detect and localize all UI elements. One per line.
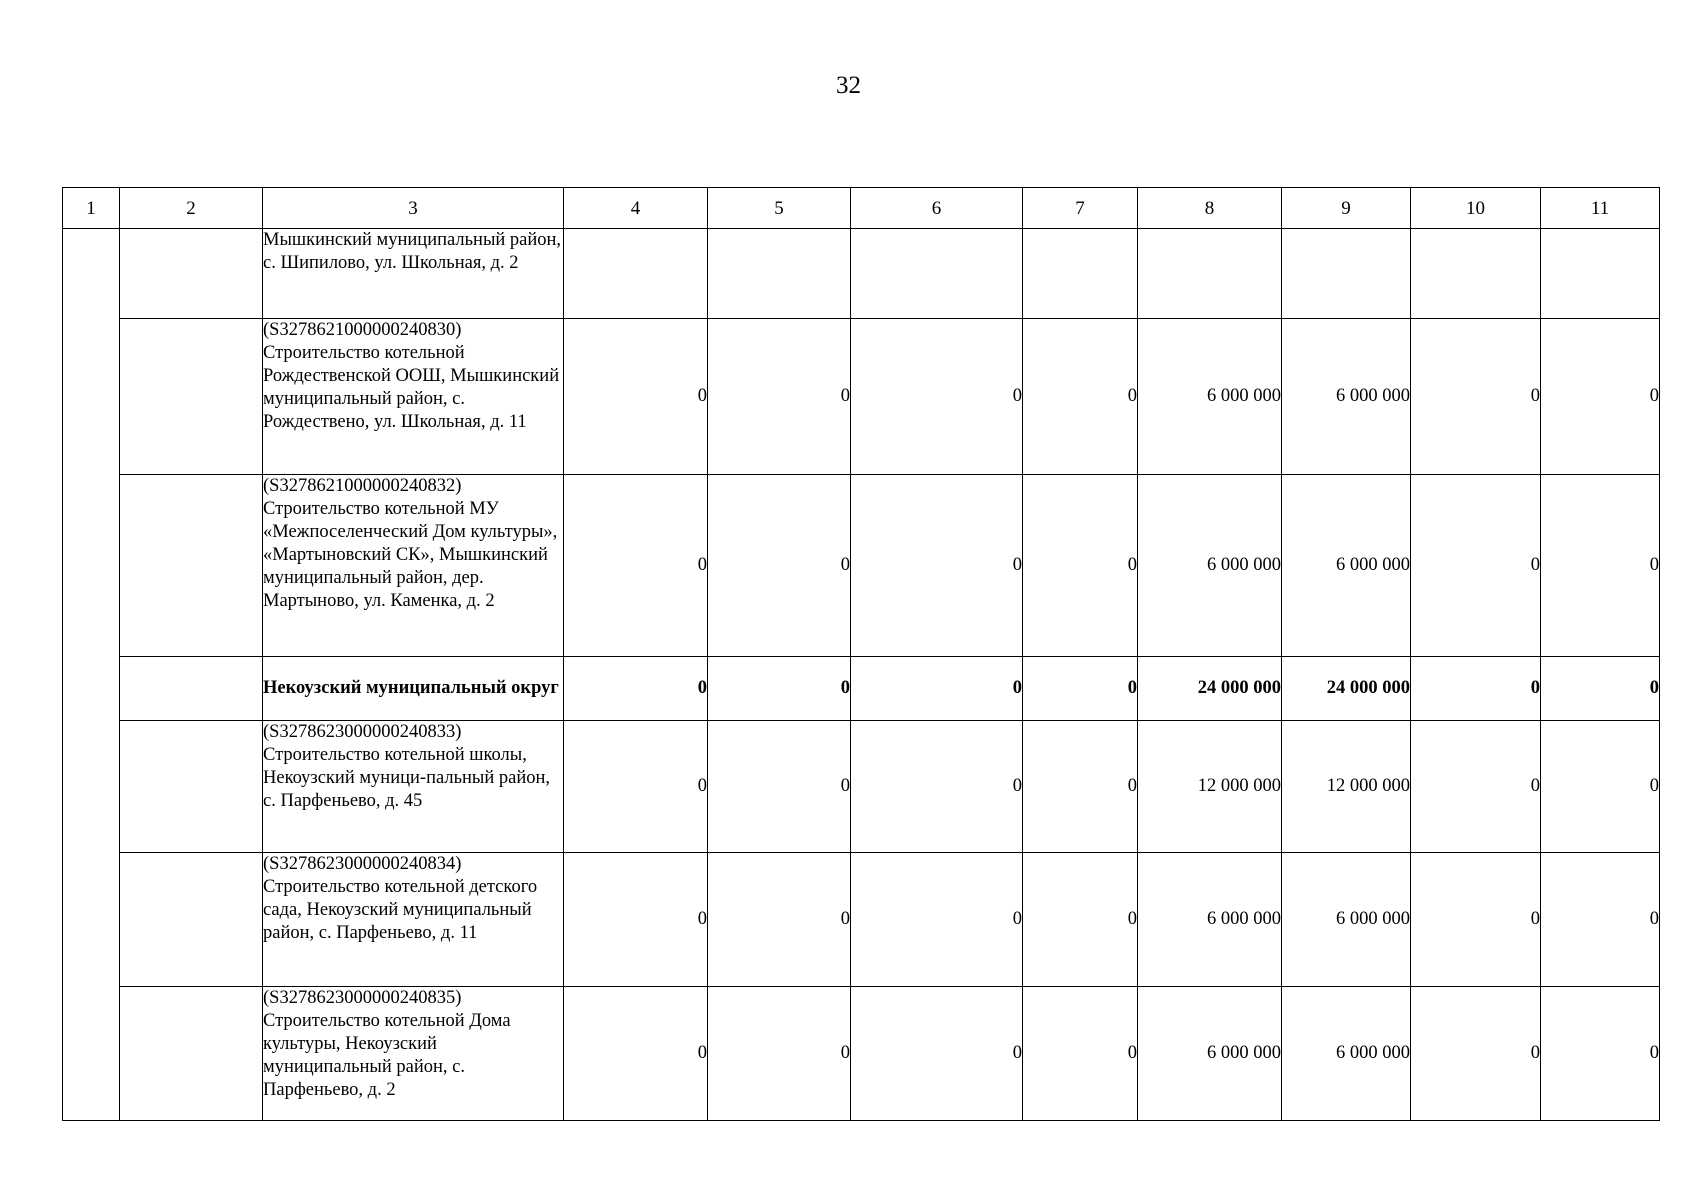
object-description: (S3278621000000240832) Строительство котельной МУ «Межпоселенческий Дом культуры», «Мартыновский СК», Мышкинский муниципальный район, дер. Мартыново, ул. Каменка, д. 2 [263,475,564,657]
value-col-10: 0 [1411,721,1541,853]
value-col-7: 0 [1023,319,1138,475]
value-col-7 [1023,229,1138,319]
value-col-4: 0 [564,319,708,475]
column-number-header-row [63,188,1660,229]
budget-table [62,187,1660,1121]
value-col-10: 0 [1411,319,1541,475]
subtotal-label: Некоузский муниципальный округ [263,657,564,721]
table-row [63,853,1660,987]
cell-col-2 [120,721,263,853]
value-col-6: 0 [851,987,1023,1121]
value-col-5: 0 [708,475,851,657]
value-col-6: 0 [851,853,1023,987]
value-col-9: 6 000 000 [1282,475,1411,657]
column-header: 9 [1282,188,1411,229]
value-col-4 [564,229,708,319]
value-col-7: 0 [1023,987,1138,1121]
value-col-9 [1282,229,1411,319]
value-col-11: 0 [1541,475,1660,657]
value-col-7: 0 [1023,721,1138,853]
value-col-5: 0 [708,853,851,987]
value-col-5: 0 [708,987,851,1121]
object-description: (S3278623000000240833) Строительство котельной школы, Некоузский муници-пальный район, с. Парфеньево, д. 45 [263,721,564,853]
value-col-10: 0 [1411,853,1541,987]
value-col-6: 0 [851,319,1023,475]
value-col-8: 6 000 000 [1138,475,1282,657]
subtotal-row [63,657,1660,721]
column-header: 1 [63,188,120,229]
cell-col-2 [120,229,263,319]
value-col-4: 0 [564,657,708,721]
value-col-8: 6 000 000 [1138,987,1282,1121]
page-number: 32 [836,72,861,99]
value-col-10 [1411,229,1541,319]
value-col-10: 0 [1411,987,1541,1121]
value-col-6: 0 [851,657,1023,721]
column-header: 3 [263,188,564,229]
value-col-8: 24 000 000 [1138,657,1282,721]
object-description: (S3278623000000240835) Строительство котельной Дома культуры, Некоузский муниципальный район, с. Парфеньево, д. 2 [263,987,564,1121]
value-col-6: 0 [851,721,1023,853]
object-description: (S3278621000000240830) Строительство котельной Рождественской ООШ, Мышкинский муниципальный район, с. Рождествено, ул. Школьная, д. 11 [263,319,564,475]
column-header: 11 [1541,188,1660,229]
object-description: (S3278623000000240834) Строительство котельной детского сада, Некоузский муниципальный район, с. Парфеньево, д. 11 [263,853,564,987]
table-row [63,319,1660,475]
value-col-7: 0 [1023,657,1138,721]
column-header: 10 [1411,188,1541,229]
value-col-5: 0 [708,319,851,475]
value-col-11 [1541,229,1660,319]
value-col-4: 0 [564,987,708,1121]
value-col-10: 0 [1411,657,1541,721]
value-col-7: 0 [1023,475,1138,657]
value-col-11: 0 [1541,853,1660,987]
value-col-4: 0 [564,853,708,987]
value-col-11: 0 [1541,987,1660,1121]
value-col-8: 6 000 000 [1138,853,1282,987]
table-row [63,987,1660,1121]
value-col-6 [851,229,1023,319]
value-col-5: 0 [708,657,851,721]
cell-col-2 [120,319,263,475]
column-header: 4 [564,188,708,229]
column-header: 8 [1138,188,1282,229]
cell-col-2 [120,657,263,721]
value-col-11: 0 [1541,657,1660,721]
value-col-7: 0 [1023,853,1138,987]
table-row [63,229,1660,319]
value-col-6: 0 [851,475,1023,657]
value-col-8 [1138,229,1282,319]
cell-col-2 [120,987,263,1121]
column-header: 6 [851,188,1023,229]
value-col-9: 6 000 000 [1282,319,1411,475]
value-col-11: 0 [1541,721,1660,853]
value-col-5 [708,229,851,319]
value-col-4: 0 [564,721,708,853]
merged-cell-col-1 [63,229,120,1121]
value-col-11: 0 [1541,319,1660,475]
table-row [63,721,1660,853]
value-col-9: 12 000 000 [1282,721,1411,853]
column-header: 7 [1023,188,1138,229]
column-header: 5 [708,188,851,229]
column-header: 2 [120,188,263,229]
value-col-4: 0 [564,475,708,657]
cell-col-2 [120,853,263,987]
value-col-9: 24 000 000 [1282,657,1411,721]
value-col-10: 0 [1411,475,1541,657]
value-col-8: 12 000 000 [1138,721,1282,853]
value-col-8: 6 000 000 [1138,319,1282,475]
value-col-5: 0 [708,721,851,853]
table-row [63,475,1660,657]
value-col-9: 6 000 000 [1282,987,1411,1121]
object-description: Мышкинский муниципальный район, с. Шипилово, ул. Школьная, д. 2 [263,229,564,319]
value-col-9: 6 000 000 [1282,853,1411,987]
cell-col-2 [120,475,263,657]
